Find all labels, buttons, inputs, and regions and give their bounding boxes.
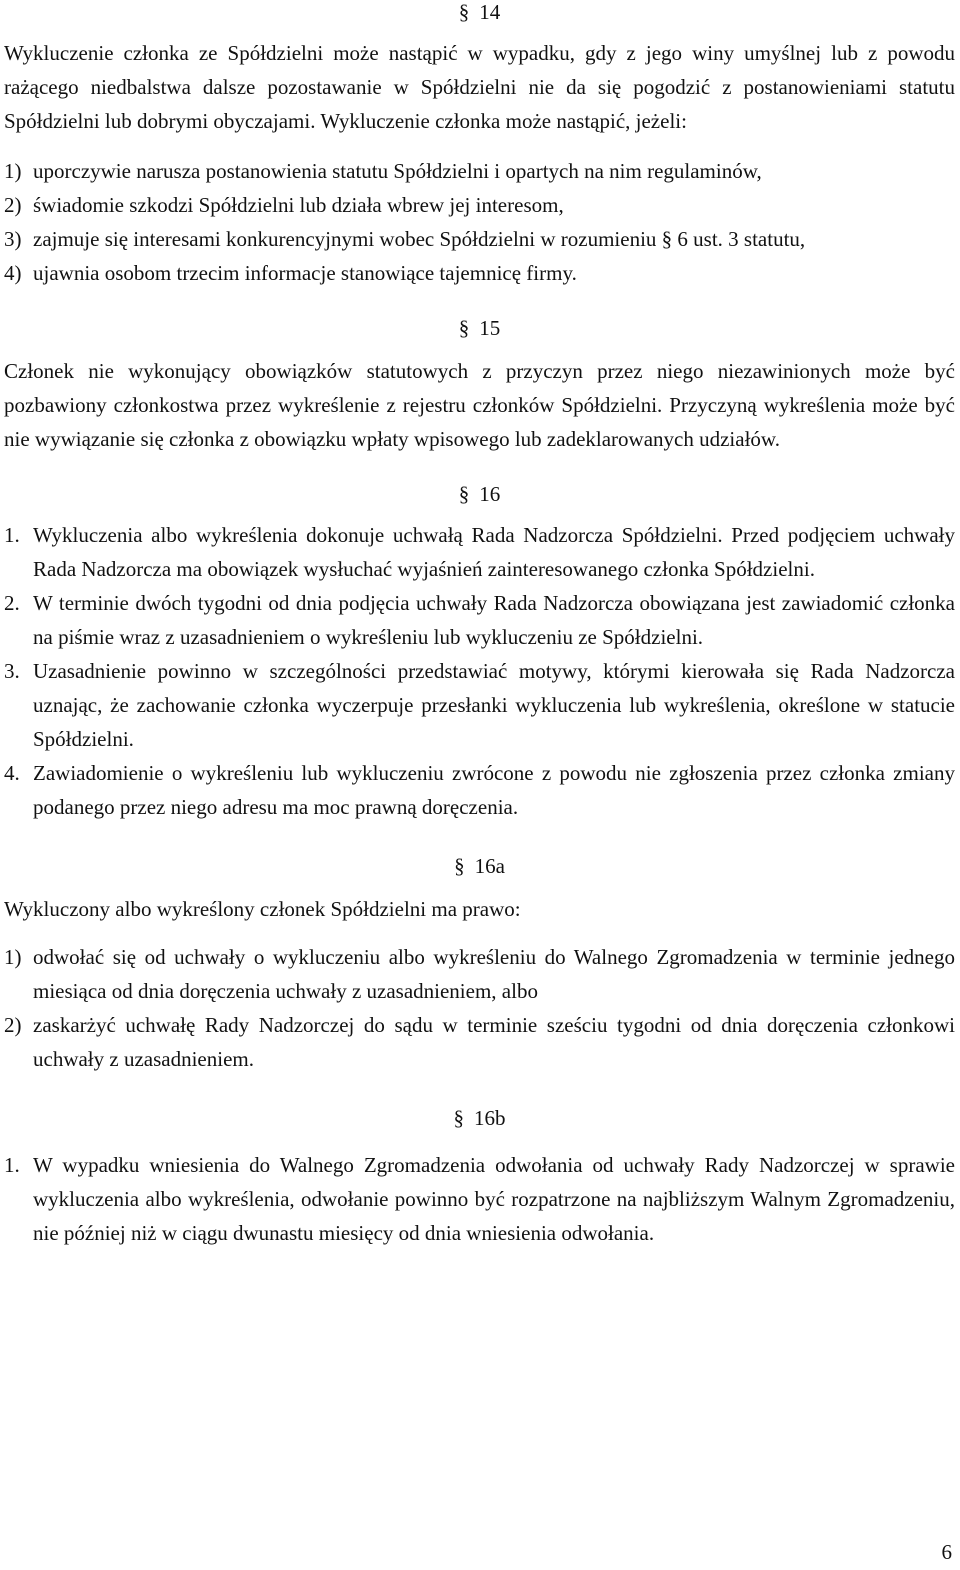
section-number: 15 — [479, 316, 501, 340]
section-symbol: § — [458, 482, 470, 506]
section-16a-heading — [4, 854, 955, 878]
section-15-heading — [4, 316, 955, 340]
list-item — [4, 940, 955, 1008]
section-number: 14 — [479, 0, 501, 24]
item-text: odwołać się od uchwały o wykluczeniu albo wykreśleniu do Walnego Zgromadzenia w terminie jednego miesiąca od dnia doręczenia uchwały z uzasadnieniem, albo — [33, 945, 955, 1003]
list-item — [4, 154, 955, 188]
list-item — [4, 518, 955, 586]
item-text: świadomie szkodzi Spółdzielni lub działa wbrew jej interesom, — [33, 193, 564, 217]
item-number: 3. — [4, 659, 20, 683]
section-16a-list — [4, 940, 955, 1076]
list-item — [4, 1008, 955, 1076]
list-item — [4, 586, 955, 654]
section-symbol: § — [458, 316, 470, 340]
section-16b-list — [4, 1148, 955, 1250]
section-symbol: § — [458, 0, 470, 24]
document-page — [4, 0, 955, 1250]
page-number: 6 — [941, 1540, 952, 1564]
section-number: 16a — [474, 854, 505, 878]
item-number: 1) — [4, 945, 22, 969]
section-number: 16 — [479, 482, 501, 506]
item-number: 2. — [4, 591, 20, 615]
section-14-intro: Wykluczenie członka ze Spółdzielni może nastąpić w wypadku, gdy z jego winy umyślnej lub z powodu rażącego niedbalstwa dalsze pozostawanie w Spółdzielni nie da się pogodzić z postanowieniami statutu Spółdzielni lub dobrymi obyczajami. Wykluczenie członka może nastąpić, jeżeli: — [4, 41, 955, 133]
section-14-heading — [4, 0, 955, 24]
item-number: 1. — [4, 1153, 20, 1177]
section-16a-intro: Wykluczony albo wykreślony członek Spółdzielni ma prawo: — [4, 897, 521, 921]
list-item — [4, 654, 955, 756]
item-number: 2) — [4, 193, 22, 217]
item-text: zaskarżyć uchwałę Rady Nadzorczej do sądu w terminie sześciu tygodni od dnia doręczenia członkowi uchwały z uzasadnieniem. — [33, 1013, 955, 1071]
section-symbol: § — [453, 1106, 464, 1130]
list-item — [4, 222, 955, 256]
item-text: W terminie dwóch tygodni od dnia podjęcia uchwały Rada Nadzorcza obowiązana jest zawiadomić członka na piśmie wraz z uzasadnieniem o wykreśleniu lub wykluczeniu ze Spółdzielni. — [33, 591, 955, 649]
list-item — [4, 756, 955, 824]
section-16-heading — [4, 482, 955, 506]
section-15-text: Członek nie wykonujący obowiązków statutowych z przyczyn przez niego niezawinionych może być pozbawiony członkostwa przez wykreślenie z rejestru członków Spółdzielni. Przyczyną wykreślenia może być nie wywiązanie się członka z obowiązku wpłaty wpisowego lub zadeklarowanych udziałów. — [4, 359, 955, 451]
list-item — [4, 256, 955, 290]
list-item — [4, 1148, 955, 1250]
list-item — [4, 188, 955, 222]
item-text: Zawiadomienie o wykreśleniu lub wykluczeniu zwrócone z powodu nie zgłoszenia przez członka zmiany podanego przez niego adresu ma moc prawną doręczenia. — [33, 761, 955, 819]
section-number: 16b — [474, 1106, 506, 1130]
item-text: Wykluczenia albo wykreślenia dokonuje uchwałą Rada Nadzorcza Spółdzielni. Przed podjęciem uchwały Rada Nadzorcza ma obowiązek wysłuchać wyjaśnień zainteresowanego członka Spółdzielni. — [33, 523, 955, 581]
item-number: 1. — [4, 523, 20, 547]
item-number: 1) — [4, 159, 22, 183]
item-text: ujawnia osobom trzecim informacje stanowiące tajemnicę firmy. — [33, 261, 577, 285]
item-text: W wypadku wniesienia do Walnego Zgromadzenia odwołania od uchwały Rady Nadzorczej w sprawie wykluczenia albo wykreślenia, odwołanie powinno być rozpatrzone na najbliższym Walnym Zgromadzeniu, nie później niż w ciągu dwunastu miesięcy od dnia wniesienia odwołania. — [33, 1153, 955, 1245]
section-16b-heading — [4, 1106, 955, 1130]
section-symbol: § — [454, 854, 465, 878]
item-number: 3) — [4, 227, 22, 251]
section-14-list — [4, 154, 955, 290]
item-text: zajmuje się interesami konkurencyjnymi wobec Spółdzielni w rozumieniu § 6 ust. 3 statutu, — [33, 227, 806, 251]
item-text: Uzasadnienie powinno w szczególności przedstawiać motywy, którymi kierowała się Rada Nadzorcza uznając, że zachowanie członka wyczerpuje przesłanki wykluczenia lub wykreślenia, określone w statucie Spółdzielni. — [33, 659, 955, 751]
item-number: 4) — [4, 261, 22, 285]
item-number: 2) — [4, 1013, 22, 1037]
section-16-list — [4, 518, 955, 824]
item-number: 4. — [4, 761, 20, 785]
item-text: uporczywie narusza postanowienia statutu Spółdzielni i opartych na nim regulaminów, — [33, 159, 762, 183]
